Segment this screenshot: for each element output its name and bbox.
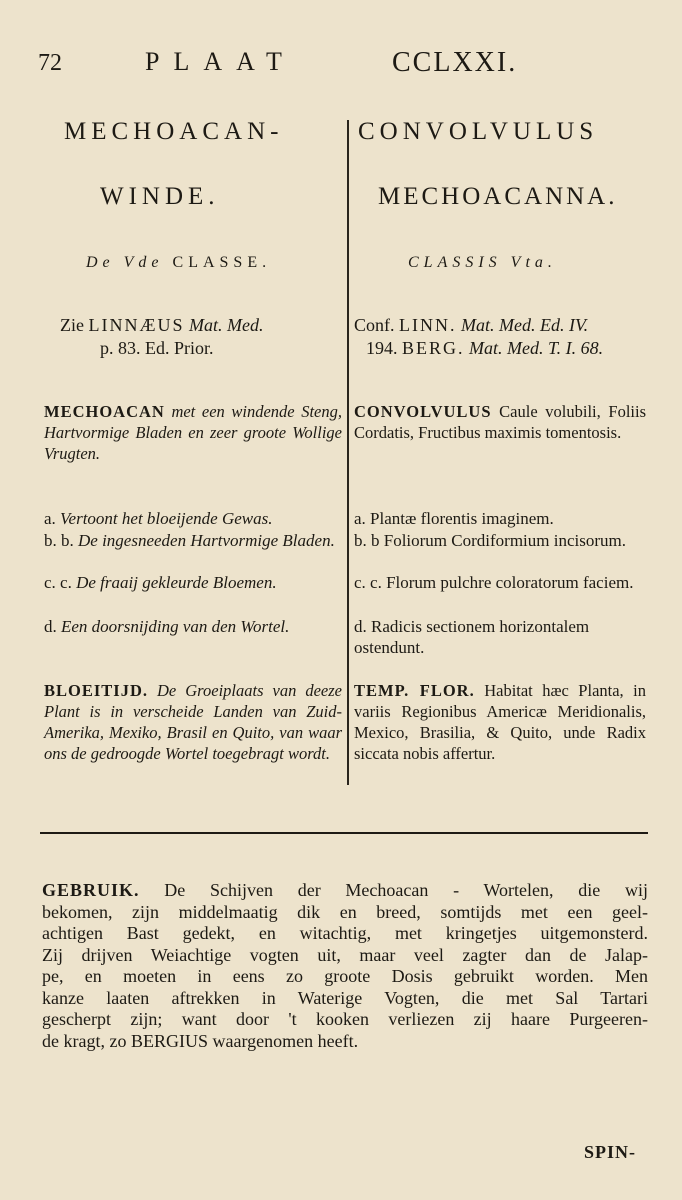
figure-marker: b. b [354, 531, 380, 550]
figure-text: Een doorsnijding van den Wortel. [61, 617, 290, 636]
figure-marker: a. [44, 509, 56, 528]
figure-text: Foliorum Cordiformium incisorum. [383, 531, 626, 550]
ref-work: Mat. Med. [189, 315, 264, 335]
ref-work: Mat. Med. Ed. IV. [461, 315, 589, 335]
habitat-text: Habitat hæc Planta, in variis Regionibus Americæ Meridionalis, Mexico, Brasilia, & Quito, unde Radix siccata nobis affertur. [354, 681, 646, 763]
ref-page: 194. [366, 338, 398, 358]
class-word: CLASSE. [172, 254, 272, 271]
ref-prefix: Zie [60, 315, 84, 335]
latin-title-line1: CONVOLVULUS [358, 118, 599, 145]
figure-marker: a. [354, 509, 366, 528]
usage-line: pe, en moeten in eens zo groote Dosis gebruikt worden. Men [42, 966, 648, 986]
figure-marker: b. b. [44, 531, 74, 550]
figure-marker: d. [44, 617, 57, 636]
dutch-reference-line2: p. 83. Ed. Prior. [100, 338, 214, 358]
catchword: SPIN- [583, 1142, 636, 1162]
figure-text: De fraaij gekleurde Bloemen. [76, 573, 277, 592]
figure-text: Florum pulchre coloratorum faciem. [386, 573, 634, 592]
section-rule [40, 832, 648, 834]
habitat-text: De Groeiplaats van deeze Plant is in verscheide Landen van Zuid-Amerika, Mexiko, Brasil en Quito, van waar ons de gedroogde Wortel toegebragt wordt. [44, 681, 342, 763]
latin-figure-b [354, 530, 648, 551]
desc-text: met een windende Steng, Hartvormige Bladen en zeer groote Wollige Vrugten. [44, 402, 342, 463]
latin-figure-c [354, 572, 648, 593]
habitat-label: BLOEITIJD. [44, 681, 148, 700]
latin-reference [354, 314, 588, 337]
figure-text: Plantæ florentis imaginem. [370, 509, 554, 528]
figure-marker: c. c. [44, 573, 72, 592]
usage-text: De Schijven der Mechoacan - Wortelen, die wij [164, 880, 648, 900]
latin-title-line2: MECHOACANNA. [378, 183, 618, 210]
desc-label: MECHOACAN [44, 402, 165, 421]
dutch-figure-c [44, 572, 342, 593]
usage-paragraph [42, 880, 648, 1052]
usage-line: achtigen Bast gedekt, en witachtig, met kringetjes uitgemonsterd. [42, 923, 648, 943]
usage-label: GEBRUIK. [42, 880, 140, 900]
page-number: 72 [38, 50, 62, 76]
ref-author: BERG. [402, 338, 465, 358]
column-divider [347, 120, 349, 785]
usage-line: Zij drijven Weiachtige vogten uit, maar veel zagter dan de Jalap- [42, 944, 648, 965]
dutch-habitat [44, 680, 342, 764]
ref-author: LINNÆUS [88, 315, 185, 335]
latin-figure-a [354, 508, 648, 529]
plate-number: CCLXXI. [392, 47, 518, 78]
dutch-figure-b [44, 530, 342, 551]
figure-text: Radicis sectionem horizontalem ostendunt. [354, 617, 590, 657]
dutch-reference [60, 314, 264, 337]
figure-text: Vertoont het bloeijende Gewas. [60, 509, 273, 528]
desc-label: CONVOLVULUS [354, 402, 492, 421]
latin-reference-line2 [366, 337, 603, 360]
usage-line: de kragt, zo BERGIUS waargenomen heeft. [42, 1030, 359, 1051]
usage-line: gescherpt zijn; want door 't kooken verliezen zij haare Purgeeren- [42, 1009, 648, 1029]
usage-line: bekomen, zijn middelmaatig dik en breed, somtijds met een geel- [42, 901, 648, 922]
ref-prefix: Conf. [354, 315, 395, 335]
class-word: CLASSIS [408, 254, 502, 271]
dutch-description [44, 401, 342, 464]
latin-figure-d [354, 616, 648, 658]
ref-work: Mat. Med. T. I. 68. [469, 338, 604, 358]
latin-class-label [408, 254, 557, 272]
dutch-class-label [86, 254, 271, 272]
figure-marker: d. [354, 617, 367, 636]
usage-line [42, 880, 648, 902]
habitat-label: TEMP. FLOR. [354, 681, 475, 700]
desc-text: Caule volubili, Foliis Cordatis, Fructibus maximis tomentosis. [354, 402, 646, 442]
figure-text: De ingesneeden Hartvormige Bladen. [78, 531, 335, 550]
figure-marker: c. c. [354, 573, 382, 592]
class-number: Vta. [510, 254, 557, 271]
ref-author: LINN. [399, 315, 457, 335]
dutch-figure-a [44, 508, 342, 529]
class-number: Vde [123, 254, 164, 271]
usage-line: kanze laaten aftrekken in Waterige Vogten, die met Sal Tartari [42, 987, 648, 1008]
latin-description [354, 401, 646, 443]
latin-habitat [354, 680, 646, 764]
dutch-figure-d [44, 616, 342, 637]
dutch-title-line2: WINDE. [100, 183, 220, 210]
dutch-title-line1: MECHOACAN- [64, 118, 284, 145]
plate-label: PLAAT [145, 47, 296, 76]
class-prefix: De [86, 254, 115, 271]
